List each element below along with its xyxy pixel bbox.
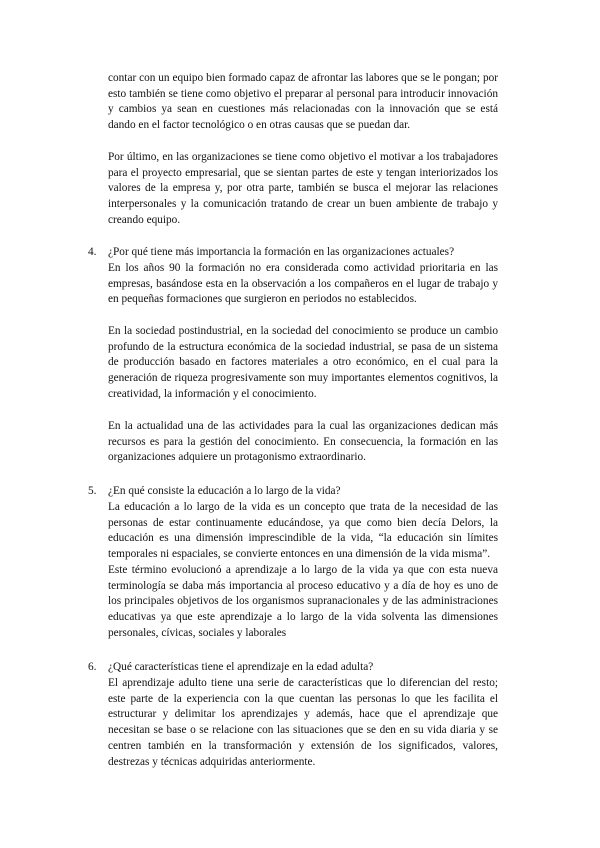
question-5-number: 5. bbox=[88, 485, 97, 497]
question-4-paragraph-3: En la actualidad una de las actividades para la cual las organizaciones dedican más recursos es para la gestión del conocimiento. En consecuencia, la formación en las organizaciones adquiere un protagonismo extraordinario. bbox=[108, 420, 498, 464]
question-6-title: ¿Qué características tiene el aprendizaje en la edad adulta? bbox=[108, 661, 374, 673]
intro-paragraph-1: contar con un equipo bien formado capaz de afrontar las labores que se le pongan; por esto también se tiene como objetivo el preparar al personal para introducir innovación y cambios ya sean en cuestiones más relacionadas con la innovación que se está dando en el factor tecnológico o en otras causas que se puedan dar. bbox=[108, 72, 498, 132]
intro-paragraph-2: Por último, en las organizaciones se tiene como objetivo el motivar a los trabajadores para el proyecto empresarial, que se sientan partes de este y tengan interiorizados los valores de la empresa y, por otra parte, también se busca el mejorar las relaciones interpersonales y la comunicación tratando de crear un buen ambiente de trabajo y creando equipo. bbox=[108, 151, 498, 226]
question-5-title: ¿En qué consiste la educación a lo largo de la vida? bbox=[108, 485, 341, 497]
question-6-heading bbox=[88, 660, 498, 676]
question-6-number: 6. bbox=[88, 661, 97, 673]
question-6-paragraph-1: El aprendizaje adulto tiene una serie de características que lo diferencian del resto; este parte de la experiencia con la que cuentan las personas lo que les facilita el estructurar y delimitar los aprendizajes y además, hace que el aprendizaje que necesitan se base o se relacione con las situaciones que se den en su vida diaria y se centren también en la transformación y extensión de los significados, valores, destrezas y técnicas adquiridas anteriormente. bbox=[108, 677, 498, 768]
question-4-paragraph-2: En la sociedad postindustrial, en la sociedad del conocimiento se produce un cambio profundo de la estructura económica de la sociedad industrial, se pasa de un sistema de producción basado en factores materiales a otro económico, en el cual para la generación de riqueza progresivamente son muy importantes elementos cognitivos, la creatividad, la información y el conocimiento. bbox=[108, 325, 498, 400]
question-5-paragraph-2: Este término evolucionó a aprendizaje a lo largo de la vida ya que con esta nueva terminología se daba más importancia al proceso educativo y a día de hoy es uno de los principales objetivos de los organismos supranacionales y de las administraciones educativas ya que este aprendizaje a lo largo de la vida solventa las dimensiones personales, cívicas, sociales y laborales bbox=[108, 564, 498, 639]
question-5-paragraph-1: La educación a lo largo de la vida es un concepto que trata de la necesidad de las personas de estar continuamente educándose, ya que como bien decía Delors, la educación es una dimensión imprescindible de la vida, “la educación sin límites temporales ni espaciales, se convierte entonces en una dimensión de la vida misma”. bbox=[108, 501, 498, 561]
question-4-heading bbox=[88, 245, 498, 261]
question-4-paragraph-1: En los años 90 la formación no era considerada como actividad prioritaria en las empresas, basándose esta en la observación a los compañeros en el lugar de trabajo y en pequeñas formaciones que surgieron en periodos no establecidos. bbox=[108, 262, 498, 306]
question-4-number: 4. bbox=[88, 246, 97, 258]
question-4-title: ¿Por qué tiene más importancia la formación en las organizaciones actuales? bbox=[108, 246, 455, 258]
question-5-heading bbox=[88, 484, 498, 500]
